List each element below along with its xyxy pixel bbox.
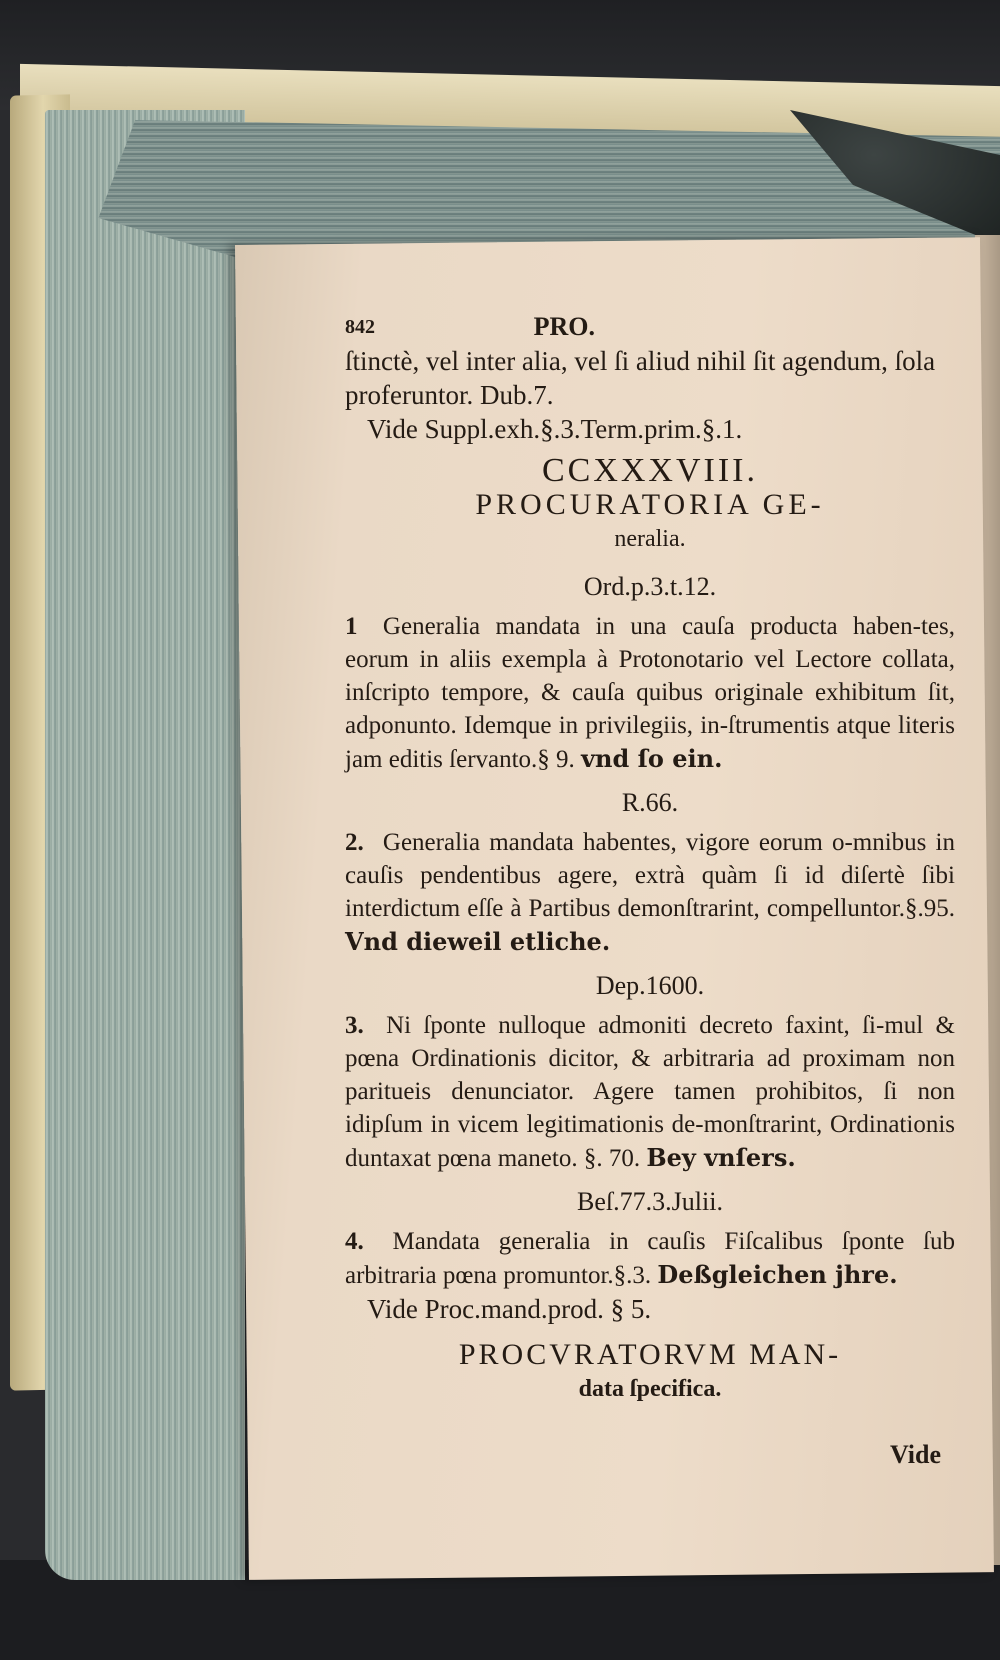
text-line: ſtinctè, vel inter alia, vel ſi aliud nihil ſit agendum, ſola bbox=[345, 346, 936, 376]
cross-reference: Vide Suppl.exh.§.3.Term.prim.§.1. bbox=[367, 414, 743, 444]
page-text bbox=[345, 310, 955, 1406]
german-text: Bey vnſers. bbox=[646, 1143, 796, 1172]
folio-number: 842 bbox=[345, 316, 375, 338]
source-reference: Ord.p.3.t.12. bbox=[583, 572, 717, 601]
section-number: CCXXXVIII. bbox=[541, 452, 759, 489]
paragraph-text: Generalia mandata in una cauſa producta haben-tes, eorum in aliis exempla à Protonotario vel Lectore collata, inſcripto tempore, & cauſa quibus originale exhibitum ſit, adponunto. Idemque in privilegiis, in-ſtrumentis atque literis jam editis ſervanto.§ 9. bbox=[345, 613, 956, 773]
source-reference: Beſ.77.3.Julii. bbox=[577, 1187, 723, 1216]
paragraph-text: Generalia mandata habentes, vigore eorum o-mnibus in cauſis pendentibus agere, extrà quàm ſi id diſertè ſibi interdictum eſſe à Partibus demonſtrarint, compelluntor.§.95. bbox=[345, 829, 955, 922]
section-title: PROCURATORIA GE- bbox=[475, 488, 825, 521]
page-header bbox=[345, 310, 595, 344]
source-reference: Dep.1600. bbox=[595, 971, 705, 1000]
paragraph-number: 2. bbox=[345, 829, 364, 856]
german-text: vnd ſo ein. bbox=[581, 744, 723, 773]
running-head: PRO. bbox=[533, 312, 595, 341]
section-title: PROCVRATORVM MAN- bbox=[458, 1338, 842, 1371]
cross-reference: Vide Proc.mand.prod. § 5. bbox=[367, 1294, 652, 1324]
catchword: Vide bbox=[890, 1440, 942, 1469]
page-block-edge bbox=[45, 110, 245, 1580]
paragraph bbox=[345, 610, 955, 776]
source-reference: R.66. bbox=[621, 788, 679, 817]
paragraph-text: Ni ſponte nulloque admoniti decreto faxint, ſi-mul & pœna Ordinationis dicitor, & arbitraria ad proximam non paritueis denunciator. Agere tamen prohibitos, ſi non idipſum in vicem legitimationis de-monſtrarint, Ordinationis duntaxat pœna maneto. §. 70. bbox=[345, 1012, 955, 1172]
german-text: Vnd dieweil etliche. bbox=[345, 927, 611, 956]
paragraph-text: Mandata generalia in cauſis Fiſcalibus ſponte ſub arbitraria pœna promuntor.§.3. bbox=[345, 1228, 956, 1289]
text-line: proferuntor. Dub.7. bbox=[345, 380, 554, 410]
paragraph-number: 4. bbox=[345, 1228, 364, 1255]
german-text: Deßgleichen jhre. bbox=[657, 1260, 898, 1289]
section-title-continued: data ſpecifica. bbox=[578, 1376, 722, 1402]
paragraph-number: 1 bbox=[345, 613, 358, 640]
paragraph-number: 3. bbox=[345, 1012, 364, 1039]
section-title-continued: neralia. bbox=[614, 526, 686, 552]
paragraph bbox=[345, 1009, 955, 1175]
paragraph bbox=[345, 826, 955, 959]
paragraph bbox=[345, 1225, 955, 1292]
